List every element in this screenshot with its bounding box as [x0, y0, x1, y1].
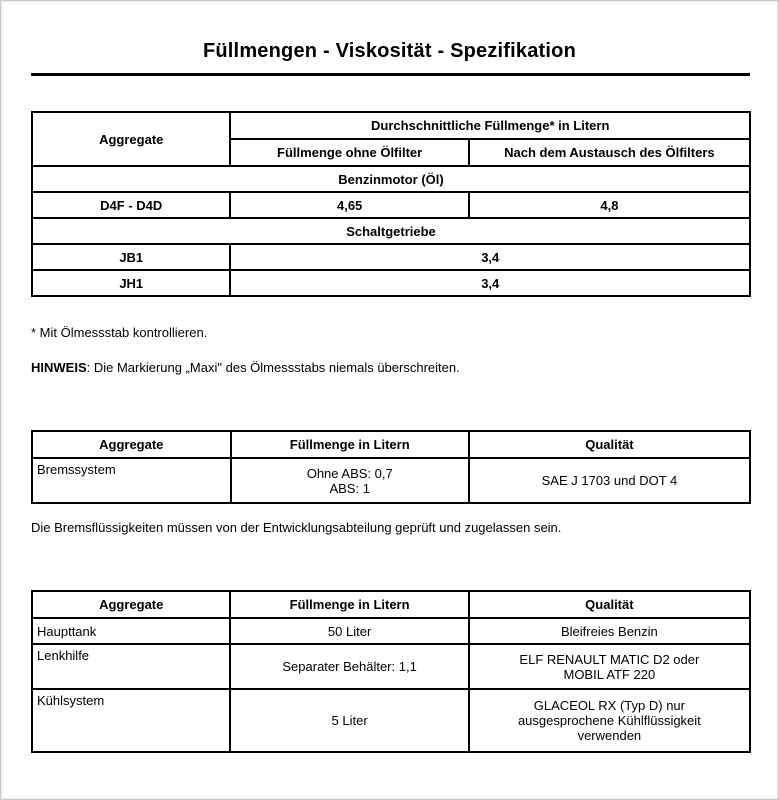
- header-aggregate: Aggregate: [32, 591, 230, 618]
- row-name: Haupttank: [32, 618, 230, 644]
- table-row: [32, 270, 750, 296]
- header-aggregate: Aggregate: [32, 431, 231, 458]
- gearbox-name: JH1: [32, 270, 230, 296]
- row-quantity: 5 Liter: [230, 689, 468, 752]
- engine-name: D4F - D4D: [32, 192, 230, 218]
- brake-note: Die Bremsflüssigkeiten müssen von der Entwicklungsabteilung geprüft und zugelassen sein.: [31, 520, 562, 535]
- table-row: [32, 689, 750, 752]
- table-row: [32, 192, 750, 218]
- row-name: Kühlsystem: [32, 689, 230, 752]
- section-engine: Benzinmotor (Öl): [32, 166, 750, 192]
- table-row: [32, 618, 750, 644]
- brake-qty-line: ABS: 1: [329, 480, 370, 496]
- title-rule: [31, 73, 750, 76]
- engine-without-filter: 4,65: [230, 192, 468, 218]
- table-row: [32, 458, 750, 503]
- gearbox-value: 3,4: [230, 244, 750, 270]
- hint: [31, 360, 460, 375]
- quality-line: ausgesprochene Kühlflüssigkeit: [517, 713, 701, 728]
- quality-line: ELF RENAULT MATIC D2 oder: [519, 651, 700, 667]
- quality-line: MOBIL ATF 220: [563, 666, 656, 682]
- header-quality: Qualität: [469, 591, 750, 618]
- capacity-table: [31, 111, 751, 297]
- row-quality: [469, 644, 750, 689]
- row-quantity: 50 Liter: [230, 618, 468, 644]
- row-quantity: Separater Behälter: 1,1: [230, 644, 468, 689]
- row-quality: Bleifreies Benzin: [469, 618, 750, 644]
- row-name: Lenkhilfe: [32, 644, 230, 689]
- col-without-filter: Füllmenge ohne Ölfilter: [230, 139, 468, 166]
- brake-qty-line: Ohne ABS: 0,7: [306, 465, 393, 481]
- hint-text: : Die Markierung „Maxi" des Ölmessstabs niemals überschreiten.: [86, 360, 460, 375]
- table-row: [32, 644, 750, 689]
- footnote: * Mit Ölmessstab kontrollieren.: [31, 325, 208, 340]
- header-quality: Qualität: [469, 431, 750, 458]
- header-quantity: Füllmenge in Litern: [231, 431, 469, 458]
- aggregate-header: Aggregate: [32, 112, 230, 166]
- header-quantity: Füllmenge in Litern: [230, 591, 468, 618]
- brake-quantity: [231, 458, 469, 503]
- row-quality: [469, 689, 750, 752]
- quality-line: verwenden: [577, 728, 642, 743]
- avg-capacity-header: Durchschnittliche Füllmenge* in Litern: [230, 112, 750, 139]
- hint-label: HINWEIS: [31, 360, 87, 375]
- quality-line: GLACEOL RX (Typ D) nur: [533, 698, 685, 713]
- table-row: [32, 244, 750, 270]
- col-after-filter: Nach dem Austausch des Ölfilters: [469, 139, 750, 166]
- brake-quality: SAE J 1703 und DOT 4: [469, 458, 750, 503]
- brake-table: [31, 430, 751, 504]
- fluids-table: [31, 590, 751, 753]
- engine-after-filter: 4,8: [469, 192, 750, 218]
- section-gearbox: Schaltgetriebe: [32, 218, 750, 244]
- brake-name: Bremssystem: [32, 458, 231, 503]
- gearbox-value: 3,4: [230, 270, 750, 296]
- gearbox-name: JB1: [32, 244, 230, 270]
- page-title: Füllmengen - Viskosität - Spezifikation: [202, 40, 577, 62]
